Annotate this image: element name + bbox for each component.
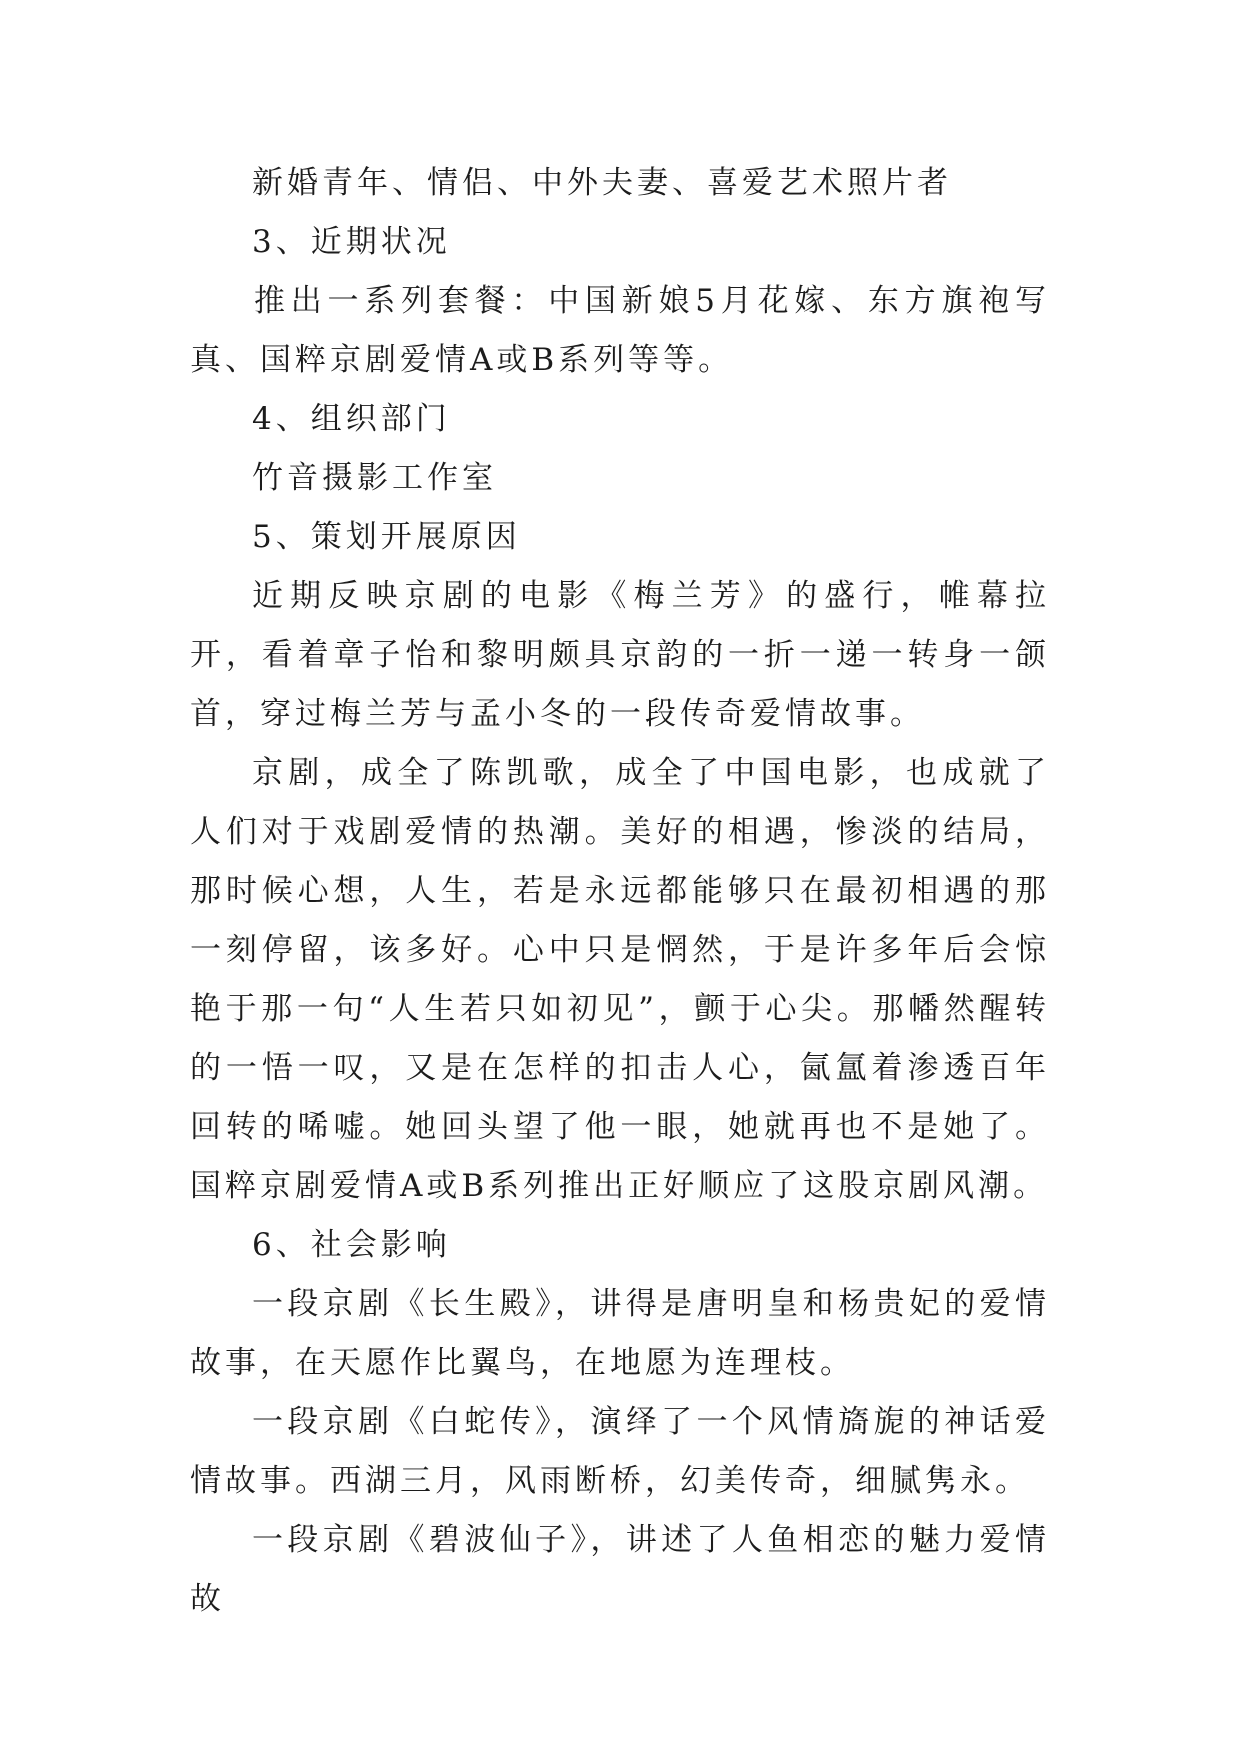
- paragraph-white-snake: 一段京剧《白蛇传》，演绎了一个风情旖旎的神话爱情故事。西湖三月，风雨断桥，幻美传奇，细腻隽永。: [190, 1404, 1050, 1499]
- heading-social-impact: 6、社会影响: [252, 1227, 451, 1263]
- heading-planning-reason: 5、策划开展原因: [252, 519, 521, 555]
- paragraph-packages: 推出一系列套餐：中国新娘5月花嫁、东方旗袍写真、国粹京剧爱情A或B系列等等。: [190, 283, 1050, 378]
- paragraph-studio-name: 竹音摄影工作室: [252, 460, 497, 496]
- heading-recent-status: 3、近期状况: [252, 224, 451, 260]
- paragraph-bibo-fairy: 一段京剧《碧波仙子》，讲述了人鱼相恋的魅力爱情故: [190, 1522, 1050, 1617]
- paragraph-mei-lanfang: 近期反映京剧的电影《梅兰芳》的盛行，帷幕拉开，看着章子怡和黎明颇具京韵的一折一递一转身一颌首，穿过梅兰芳与孟小冬的一段传奇爱情故事。: [190, 578, 1050, 732]
- paragraph-target-audience: 新婚青年、情侣、中外夫妻、喜爱艺术照片者: [252, 165, 952, 201]
- heading-organizer: 4、组织部门: [252, 401, 451, 437]
- document-body: [190, 154, 1050, 1629]
- paragraph-peking-opera-trend: 京剧，成全了陈凯歌，成全了中国电影，也成就了人们对于戏剧爱情的热潮。美好的相遇，惨淡的结局，那时候心想，人生，若是永远都能够只在最初相遇的那一刻停留，该多好。心中只是惘然，于是许多年后会惊艳于那一句“人生若只如初见”，颤于心尖。那幡然醒转的一悟一叹，又是在怎样的扣击人心，氤氲着渗透百年回转的唏嘘。她回头望了他一眼，她就再也不是她了。国粹京剧爱情A或B系列推出正好顺应了这股京剧风潮。: [190, 755, 1050, 1204]
- paragraph-changsheng-palace: 一段京剧《长生殿》，讲得是唐明皇和杨贵妃的爱情故事，在天愿作比翼鸟，在地愿为连理枝。: [190, 1286, 1050, 1381]
